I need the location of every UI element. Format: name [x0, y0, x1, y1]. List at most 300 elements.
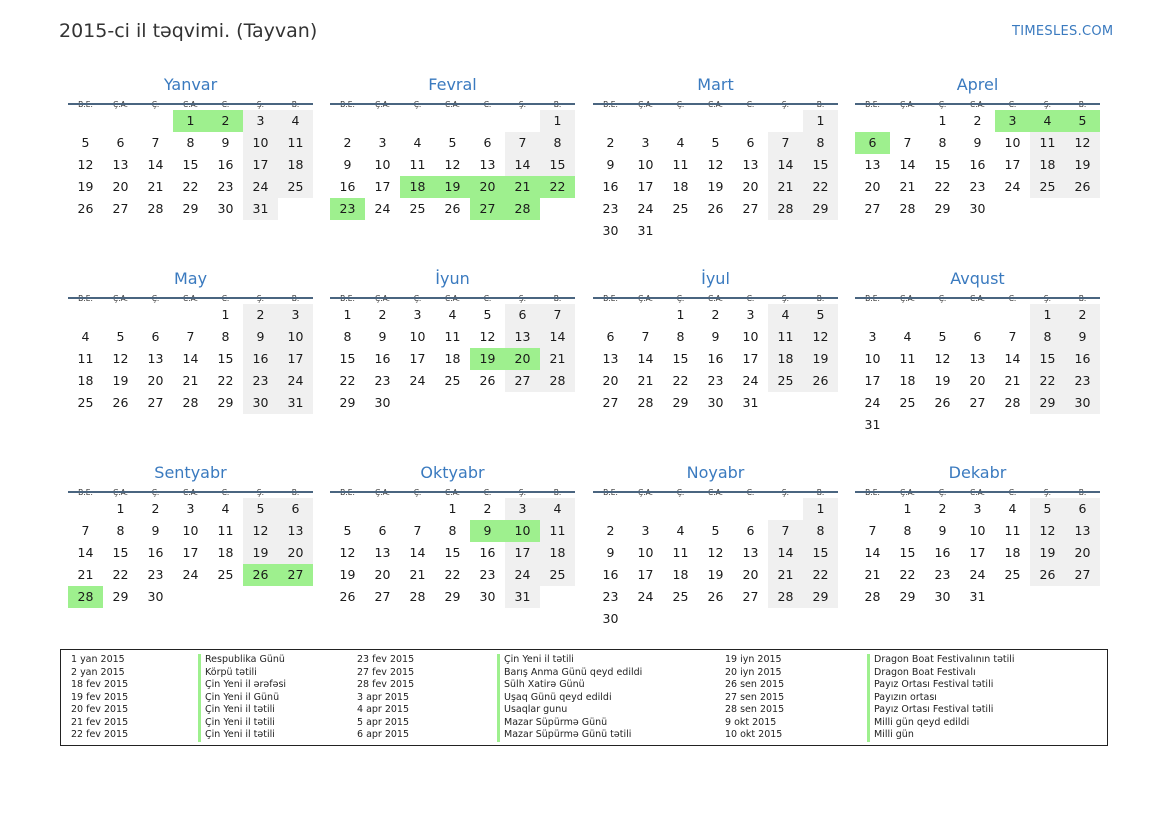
day-cell: 8 [903, 523, 912, 538]
header-rule [330, 491, 575, 493]
holiday-day-cell: 27 [278, 564, 313, 586]
day-cell: 22 [1030, 370, 1065, 392]
legend-name-column [198, 654, 286, 742]
day-cell: 1 [676, 307, 685, 322]
day-cell: 27 [505, 370, 540, 392]
day-cell: 24 [742, 373, 759, 388]
day-cell: 7 [505, 132, 540, 154]
day-cell: 22 [444, 567, 461, 582]
day-cell: 14 [147, 157, 164, 172]
day-cell: 21 [540, 348, 575, 370]
day-cell: 26 [934, 395, 951, 410]
weekday-header [330, 96, 575, 114]
day-cell: 23 [1065, 370, 1100, 392]
month-name: İyun [435, 269, 470, 288]
holiday-day-cell: 23 [330, 198, 365, 220]
day-cell: 17 [742, 351, 759, 366]
day-cell: 6 [746, 523, 755, 538]
day-cell: 12 [112, 351, 129, 366]
day-cell: 20 [1065, 542, 1100, 564]
month-name: Aprel [956, 75, 999, 94]
day-cell: 1 [343, 307, 352, 322]
day-cell: 17 [182, 545, 199, 560]
legend-holiday-name: Mazar Süpürmə Günü tətili [504, 729, 632, 740]
day-cell: 15 [803, 154, 838, 176]
day-cell: 30 [969, 201, 986, 216]
day-cell: 18 [444, 351, 461, 366]
month-name: May [173, 269, 208, 288]
day-cell: 25 [1004, 567, 1021, 582]
day-cell: 16 [602, 567, 619, 582]
day-cell: 24 [409, 373, 426, 388]
day-cell: 25 [444, 373, 461, 388]
day-cell: 10 [637, 157, 654, 172]
day-cell: 7 [151, 135, 160, 150]
day-cell: 17 [374, 179, 391, 194]
legend-date-column [357, 654, 414, 742]
day-cell: 3 [641, 523, 650, 538]
day-cell: 10 [374, 157, 391, 172]
header-rule [593, 103, 838, 105]
day-cell: 10 [1004, 135, 1021, 150]
day-cell: 9 [711, 329, 720, 344]
day-cell: 20 [742, 179, 759, 194]
day-cell: 4 [448, 307, 457, 322]
day-cell: 3 [243, 110, 278, 132]
day-cell: 20 [374, 567, 391, 582]
day-cell: 11 [899, 351, 916, 366]
day-cell: 12 [339, 545, 356, 560]
day-cell: 30 [147, 589, 164, 604]
day-cell: 16 [1065, 348, 1100, 370]
day-cell: 27 [742, 589, 759, 604]
header-rule [855, 297, 1100, 299]
day-cell: 6 [505, 304, 540, 326]
day-cell: 12 [707, 157, 724, 172]
day-cell: 27 [147, 395, 164, 410]
day-cell: 23 [934, 567, 951, 582]
day-cell: 25 [672, 201, 689, 216]
day-cell: 8 [803, 132, 838, 154]
day-cell: 7 [903, 135, 912, 150]
day-cell: 10 [243, 132, 278, 154]
day-cell: 26 [707, 201, 724, 216]
legend-date: 28 sen 2015 [725, 704, 785, 715]
holiday-day-cell: 20 [505, 348, 540, 370]
legend-date: 10 okt 2015 [725, 729, 783, 740]
day-cell: 16 [969, 157, 986, 172]
legend-date: 18 fev 2015 [71, 679, 129, 690]
day-cell: 22 [112, 567, 129, 582]
day-cell: 5 [711, 135, 720, 150]
header-rule [330, 297, 575, 299]
legend-date: 27 fev 2015 [357, 666, 415, 678]
day-cell: 7 [768, 132, 803, 154]
day-cell: 10 [637, 545, 654, 560]
day-cell: 2 [343, 135, 352, 150]
day-cell: 18 [672, 567, 689, 582]
day-cell: 5 [483, 307, 492, 322]
day-cell: 22 [217, 373, 234, 388]
day-cell: 8 [116, 523, 125, 538]
day-cell: 21 [182, 373, 199, 388]
day-cell: 13 [147, 351, 164, 366]
day-cell: 22 [182, 179, 199, 194]
day-cell: 14 [1004, 351, 1021, 366]
day-cell: 6 [151, 329, 160, 344]
day-cell: 19 [243, 542, 278, 564]
day-cell: 6 [746, 135, 755, 150]
day-cell: 19 [707, 179, 724, 194]
legend-holiday-name: Çin Yeni il tətili [205, 729, 275, 740]
day-cell: 15 [899, 545, 916, 560]
day-cell: 14 [540, 326, 575, 348]
day-cell: 19 [339, 567, 356, 582]
day-cell: 4 [413, 135, 422, 150]
day-cell: 27 [602, 395, 619, 410]
day-cell: 1 [540, 110, 575, 132]
day-cell: 16 [243, 348, 278, 370]
day-cell: 9 [606, 157, 615, 172]
day-cell: 8 [540, 132, 575, 154]
day-cell: 20 [602, 373, 619, 388]
day-cell: 11 [278, 132, 313, 154]
holiday-day-cell: 27 [470, 198, 505, 220]
day-cell: 16 [217, 157, 234, 172]
day-cell: 26 [444, 201, 461, 216]
day-cell: 4 [768, 304, 803, 326]
day-cell: 31 [637, 223, 654, 238]
month-name: Sentyabr [154, 463, 227, 482]
header-rule [68, 103, 313, 105]
day-cell: 25 [899, 395, 916, 410]
day-cell: 13 [602, 351, 619, 366]
holiday-day-cell: 22 [540, 176, 575, 198]
month-name: Yanvar [163, 75, 218, 94]
day-cell: 1 [116, 501, 125, 516]
legend-holiday-name: Payız Ortası Festival tətili [874, 704, 994, 715]
legend-holiday-name: Çin Yeni il ərəfəsi [205, 679, 287, 690]
day-cell: 16 [479, 545, 496, 560]
day-cell: 13 [112, 157, 129, 172]
day-cell: 25 [540, 564, 575, 586]
day-cell: 23 [217, 179, 234, 194]
holiday-day-cell: 19 [470, 348, 505, 370]
day-cell: 13 [864, 157, 881, 172]
day-cell: 10 [864, 351, 881, 366]
day-cell: 24 [1004, 179, 1021, 194]
day-cell: 26 [77, 201, 94, 216]
day-cell: 20 [278, 542, 313, 564]
holiday-day-cell: 3 [995, 110, 1030, 132]
day-cell: 26 [707, 589, 724, 604]
legend-date: 19 iyn 2015 [725, 654, 782, 665]
day-cell: 5 [116, 329, 125, 344]
legend-date: 22 fev 2015 [71, 729, 129, 740]
day-cell: 19 [77, 179, 94, 194]
day-cell: 22 [339, 373, 356, 388]
day-cell: 4 [81, 329, 90, 344]
day-cell: 12 [707, 545, 724, 560]
day-cell: 4 [221, 501, 230, 516]
day-cell: 18 [278, 154, 313, 176]
day-cell: 31 [243, 198, 278, 220]
day-cell: 12 [243, 520, 278, 542]
holiday-day-cell: 28 [68, 586, 103, 608]
day-cell: 11 [672, 157, 689, 172]
day-cell: 28 [1004, 395, 1021, 410]
day-cell: 11 [409, 157, 426, 172]
month-block [593, 462, 838, 626]
day-cell: 30 [374, 395, 391, 410]
day-cell: 16 [934, 545, 951, 560]
day-cell: 5 [1030, 498, 1065, 520]
day-cell: 24 [864, 395, 881, 410]
legend-holiday-name: Çin Yeni il tətili [504, 654, 574, 665]
day-cell: 31 [278, 392, 313, 414]
day-cell: 28 [864, 589, 881, 604]
legend-holiday-name: Sülh Xatirə Günü [504, 679, 585, 690]
day-cell: 6 [378, 523, 387, 538]
day-cell: 4 [540, 498, 575, 520]
legend-date: 27 sen 2015 [725, 691, 785, 703]
day-cell: 11 [444, 329, 461, 344]
day-cell: 26 [1065, 176, 1100, 198]
day-cell: 19 [934, 373, 951, 388]
day-cell: 28 [182, 395, 199, 410]
day-cell: 21 [899, 179, 916, 194]
day-cell: 25 [278, 176, 313, 198]
day-cell: 20 [742, 567, 759, 582]
day-cell: 9 [243, 326, 278, 348]
legend-date: 21 fev 2015 [71, 716, 129, 728]
day-cell: 2 [938, 501, 947, 516]
day-cell: 27 [112, 201, 129, 216]
day-cell: 2 [606, 523, 615, 538]
day-cell: 16 [707, 351, 724, 366]
day-cell: 7 [413, 523, 422, 538]
day-cell: 24 [278, 370, 313, 392]
day-cell: 9 [1065, 326, 1100, 348]
header-rule [68, 297, 313, 299]
month-block [330, 74, 575, 216]
day-cell: 21 [1004, 373, 1021, 388]
day-cell: 26 [339, 589, 356, 604]
day-cell: 22 [803, 564, 838, 586]
legend-name-column [867, 654, 1015, 742]
month-block [330, 462, 575, 604]
day-cell: 3 [413, 307, 422, 322]
day-cell: 8 [221, 329, 230, 344]
day-cell: 11 [540, 520, 575, 542]
day-cell: 2 [606, 135, 615, 150]
weekday-header [593, 484, 838, 502]
day-cell: 1 [1030, 304, 1065, 326]
day-cell: 17 [637, 567, 654, 582]
page-title: 2015-ci il təqvimi. (Tayvan) [59, 20, 318, 42]
day-cell: 28 [768, 198, 803, 220]
day-cell: 7 [186, 329, 195, 344]
day-cell: 28 [768, 586, 803, 608]
header-rule [330, 103, 575, 105]
legend-holiday-name: Dragon Boat Festivalı [874, 666, 976, 678]
legend-date: 1 yan 2015 [71, 654, 125, 665]
day-cell: 30 [707, 395, 724, 410]
day-cell: 9 [343, 157, 352, 172]
month-name: Mart [697, 75, 734, 94]
day-cell: 26 [479, 373, 496, 388]
day-cell: 17 [243, 154, 278, 176]
day-cell: 23 [969, 179, 986, 194]
day-cell: 5 [803, 304, 838, 326]
day-cell: 4 [278, 110, 313, 132]
day-cell: 30 [217, 201, 234, 216]
day-cell: 14 [77, 545, 94, 560]
legend-date: 23 fev 2015 [357, 654, 415, 665]
legend-date: 20 fev 2015 [71, 704, 129, 715]
day-cell: 1 [803, 498, 838, 520]
day-cell: 5 [448, 135, 457, 150]
day-cell: 2 [243, 304, 278, 326]
month-name: Noyabr [686, 463, 745, 482]
day-cell: 27 [1065, 564, 1100, 586]
header-rule [68, 491, 313, 493]
holiday-day-cell: 4 [1030, 110, 1065, 132]
day-cell: 14 [768, 542, 803, 564]
day-cell: 17 [278, 348, 313, 370]
month-name: Avqust [950, 269, 1005, 288]
header-rule [855, 103, 1100, 105]
day-cell: 8 [448, 523, 457, 538]
legend-date: 26 sen 2015 [725, 679, 785, 690]
day-cell: 8 [938, 135, 947, 150]
day-cell: 31 [864, 417, 881, 432]
day-cell: 25 [672, 589, 689, 604]
month-block [68, 462, 313, 604]
day-cell: 30 [934, 589, 951, 604]
day-cell: 3 [186, 501, 195, 516]
legend-holiday-name: Körpü tətili [205, 666, 257, 678]
day-cell: 13 [374, 545, 391, 560]
day-cell: 16 [147, 545, 164, 560]
day-cell: 8 [1030, 326, 1065, 348]
legend-holiday-name: Payız Ortası Festival tətili [874, 679, 994, 690]
day-cell: 21 [77, 567, 94, 582]
day-cell: 26 [1030, 564, 1065, 586]
day-cell: 15 [540, 154, 575, 176]
header-rule [855, 491, 1100, 493]
day-cell: 18 [217, 545, 234, 560]
day-cell: 31 [969, 589, 986, 604]
day-cell: 9 [151, 523, 160, 538]
day-cell: 23 [602, 201, 619, 216]
day-cell: 14 [864, 545, 881, 560]
day-cell: 13 [1065, 520, 1100, 542]
day-cell: 23 [243, 370, 278, 392]
day-cell: 24 [637, 201, 654, 216]
month-block [593, 268, 838, 410]
day-cell: 5 [938, 329, 947, 344]
day-cell: 4 [903, 329, 912, 344]
day-cell: 18 [1030, 154, 1065, 176]
holiday-day-cell: 20 [470, 176, 505, 198]
day-cell: 24 [969, 567, 986, 582]
day-cell: 17 [409, 351, 426, 366]
day-cell: 27 [864, 201, 881, 216]
day-cell: 29 [1030, 392, 1065, 414]
day-cell: 20 [969, 373, 986, 388]
day-cell: 26 [112, 395, 129, 410]
day-cell: 17 [637, 179, 654, 194]
legend-date-column [725, 654, 784, 742]
day-cell: 10 [278, 326, 313, 348]
day-cell: 12 [1030, 520, 1065, 542]
day-cell: 29 [934, 201, 951, 216]
day-cell: 15 [339, 351, 356, 366]
day-cell: 3 [746, 307, 755, 322]
day-cell: 18 [540, 542, 575, 564]
day-cell: 10 [969, 523, 986, 538]
day-cell: 15 [934, 157, 951, 172]
day-cell: 13 [742, 157, 759, 172]
day-cell: 11 [1004, 523, 1021, 538]
day-cell: 13 [969, 351, 986, 366]
day-cell: 17 [969, 545, 986, 560]
holiday-day-cell: 9 [470, 520, 505, 542]
day-cell: 11 [768, 326, 803, 348]
day-cell: 24 [505, 564, 540, 586]
day-cell: 29 [444, 589, 461, 604]
holiday-day-cell: 18 [400, 176, 435, 198]
month-block [68, 268, 313, 410]
day-cell: 7 [540, 304, 575, 326]
day-cell: 12 [1065, 132, 1100, 154]
day-cell: 16 [602, 179, 619, 194]
day-cell: 21 [409, 567, 426, 582]
brand-link[interactable]: TIMESLES.COM [1012, 24, 1114, 39]
day-cell: 14 [637, 351, 654, 366]
legend-holiday-name: Çin Yeni il tətili [205, 716, 275, 728]
day-cell: 15 [182, 157, 199, 172]
day-cell: 4 [676, 523, 685, 538]
day-cell: 3 [278, 304, 313, 326]
day-cell: 11 [672, 545, 689, 560]
day-cell: 14 [899, 157, 916, 172]
day-cell: 15 [217, 351, 234, 366]
day-cell: 7 [641, 329, 650, 344]
legend-holiday-name: Dragon Boat Festivalının tətili [874, 654, 1015, 665]
legend-holiday-name: Payızın ortası [874, 691, 937, 703]
holiday-day-cell: 2 [208, 110, 243, 132]
legend-date: 20 iyn 2015 [725, 666, 782, 678]
day-cell: 13 [505, 326, 540, 348]
day-cell: 7 [81, 523, 90, 538]
day-cell: 6 [278, 498, 313, 520]
day-cell: 23 [707, 373, 724, 388]
day-cell: 1 [903, 501, 912, 516]
day-cell: 17 [1004, 157, 1021, 172]
day-cell: 3 [868, 329, 877, 344]
day-cell: 1 [938, 113, 947, 128]
legend-date: 3 apr 2015 [357, 691, 410, 703]
day-cell: 23 [147, 567, 164, 582]
day-cell: 2 [483, 501, 492, 516]
day-cell: 16 [339, 179, 356, 194]
day-cell: 15 [112, 545, 129, 560]
day-cell: 24 [374, 201, 391, 216]
day-cell: 30 [243, 392, 278, 414]
day-cell: 6 [483, 135, 492, 150]
